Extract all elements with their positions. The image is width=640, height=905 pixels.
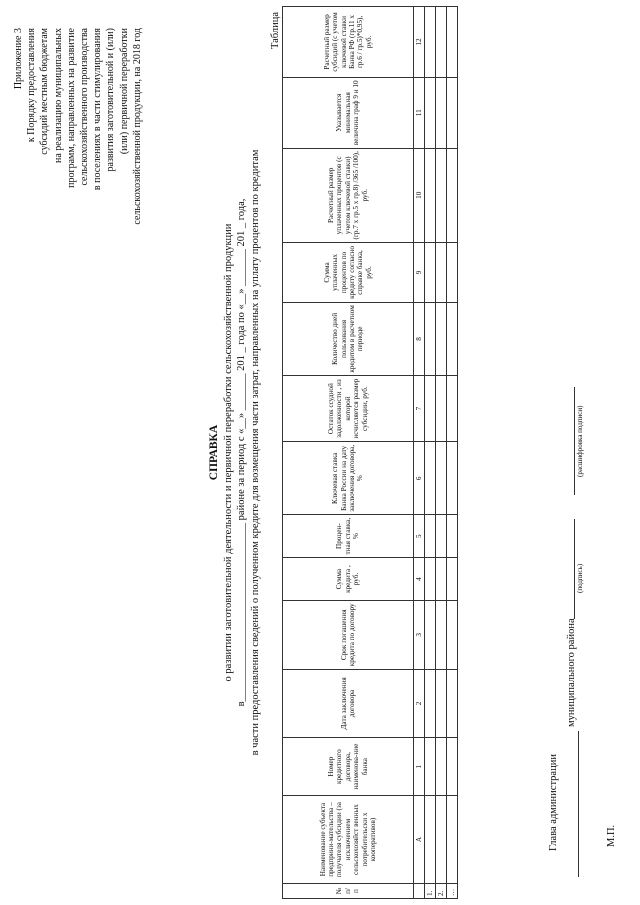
column-header: Номер кредитного договора, наименова-ние банка	[283, 738, 414, 796]
signature-decode-caption: (расшифровка подписи)	[576, 405, 584, 477]
column-number: 7	[414, 375, 425, 441]
table-cell	[447, 669, 458, 738]
column-header: Количество дней пользования кредитом в расчетном периоде	[283, 302, 414, 375]
table-cell	[447, 515, 458, 558]
seal-placeholder: М.П.	[606, 824, 617, 847]
column-header: № п/ п	[283, 884, 414, 899]
table-cell	[436, 375, 447, 441]
head-of-administration-label: Глава администрации	[548, 754, 559, 851]
column-header: Остаток ссудной задолженности , из которой исчисляется размер субсидии, руб.	[283, 375, 414, 441]
title-period-line: в__________________________________ районе за период с «__» _______ 201 _ года по «__» _______ 201 _ года,	[236, 198, 247, 707]
table-cell	[425, 148, 436, 242]
column-number: 10	[414, 148, 425, 242]
appendix-line: Приложение 3	[13, 28, 24, 90]
column-number: А	[414, 796, 425, 884]
column-number: 8	[414, 302, 425, 375]
table-cell	[436, 796, 447, 884]
head-name-line	[578, 731, 579, 877]
table-cell	[425, 669, 436, 738]
title-subject-line: о развитии заготовительной деятельности и первичной переработки сельскохозяйственной продукции	[222, 223, 234, 682]
table-cell	[425, 600, 436, 669]
table-row	[425, 7, 436, 899]
column-number: 9	[414, 242, 425, 302]
table-cell	[425, 442, 436, 515]
table-cell	[425, 77, 436, 148]
table-cell	[425, 375, 436, 441]
table-cell	[447, 302, 458, 375]
signature-caption: (подпись)	[576, 563, 584, 593]
appendix-line: на реализацию муниципальных	[52, 28, 64, 164]
report-table	[282, 6, 458, 899]
table-cell	[425, 796, 436, 884]
column-header: Расчетный размер уплаченных процентов (с учетом ключевой ставки) (гр.7 x гр.5 x гр.8) /365 /100), руб.	[283, 148, 414, 242]
table-cell	[425, 302, 436, 375]
appendix-line: субсидий местным бюджетам	[39, 28, 51, 155]
table-cell	[425, 515, 436, 558]
table-cell	[425, 738, 436, 796]
table-cell	[425, 242, 436, 302]
table-cell	[436, 669, 447, 738]
column-header: Срок погашения кредита по договору	[283, 600, 414, 669]
appendix-note	[12, 28, 144, 328]
document-title-block	[208, 0, 262, 905]
table-cell	[447, 148, 458, 242]
column-number: 12	[414, 7, 425, 78]
table-cell	[447, 738, 458, 796]
document-title: СПРАВКА	[208, 424, 220, 481]
column-number	[414, 884, 425, 899]
table-cell	[436, 77, 447, 148]
table-cell	[425, 7, 436, 78]
table-cell	[436, 442, 447, 515]
column-header: Наименование субъекта предприни-мательства – получателя субсидии (за исключением сельскохозяйст венных потребительски х кооперативов)	[283, 796, 414, 884]
table-cell	[436, 515, 447, 558]
row-number-cell: 2.	[436, 884, 447, 899]
signature-block	[540, 0, 640, 905]
table-cell	[447, 7, 458, 78]
table-cell	[436, 302, 447, 375]
column-number: 11	[414, 77, 425, 148]
table-row	[447, 7, 458, 899]
district-label: муниципального района	[566, 618, 577, 727]
title-purpose-line: в части предоставления сведений о полученном кредите для возмещения части затрат, направленных на уплату процентов по кредитам	[249, 149, 261, 756]
table-cell	[436, 148, 447, 242]
table-cell	[436, 738, 447, 796]
table-cell	[447, 442, 458, 515]
column-number: 6	[414, 442, 425, 515]
column-header: Процен-тная ставка, %	[283, 515, 414, 558]
appendix-line: программ, направленных на развитие	[65, 28, 77, 188]
table-cell	[436, 7, 447, 78]
column-number: 3	[414, 600, 425, 669]
column-header: Указывается минимальная величина граф 9 и 10	[283, 77, 414, 148]
appendix-line: в поселениях в части стимулирования	[92, 28, 104, 191]
table-cell	[447, 558, 458, 601]
column-number: 5	[414, 515, 425, 558]
appendix-line: сельскохозяйственной продукции, на 2018 год	[131, 28, 143, 225]
appendix-line: развития заготовительной и (или)	[105, 28, 117, 172]
appendix-line: (или) первичной переработки	[118, 28, 130, 155]
column-header: Ключевая ставка Банка России на дату заключения договора, %	[283, 442, 414, 515]
table-cell	[447, 77, 458, 148]
appendix-line: сельскохозяйственного производства	[79, 28, 91, 186]
column-header: Сумма уплаченных процентов по кредиту согласно справке банка, руб.	[283, 242, 414, 302]
table-cell	[436, 558, 447, 601]
table-row	[436, 7, 447, 899]
table-cell	[436, 242, 447, 302]
table-label: Таблица	[270, 12, 281, 50]
column-header: Расчетный размер субсидий (с учетом ключевой ставки Банка РФ (гр.11 x гр.6 / гр.5)*0,95), руб.	[283, 7, 414, 78]
row-number-cell: 1.	[425, 884, 436, 899]
table-cell	[447, 600, 458, 669]
column-number: 4	[414, 558, 425, 601]
column-header: Сумма кредита , руб.	[283, 558, 414, 601]
table-cell	[425, 558, 436, 601]
column-number: 2	[414, 669, 425, 738]
table-cell	[447, 375, 458, 441]
signature-decode-line	[574, 387, 575, 495]
signature-line	[574, 519, 575, 619]
table-cell	[447, 796, 458, 884]
table-cell	[447, 242, 458, 302]
column-number: 1	[414, 738, 425, 796]
column-header: Дата заключения договора	[283, 669, 414, 738]
appendix-line: к Порядку предоставления	[26, 28, 38, 143]
table-header-row	[283, 7, 414, 899]
table-column-numbers-row	[414, 7, 425, 899]
row-number-cell: …	[447, 884, 458, 899]
table-cell	[436, 600, 447, 669]
